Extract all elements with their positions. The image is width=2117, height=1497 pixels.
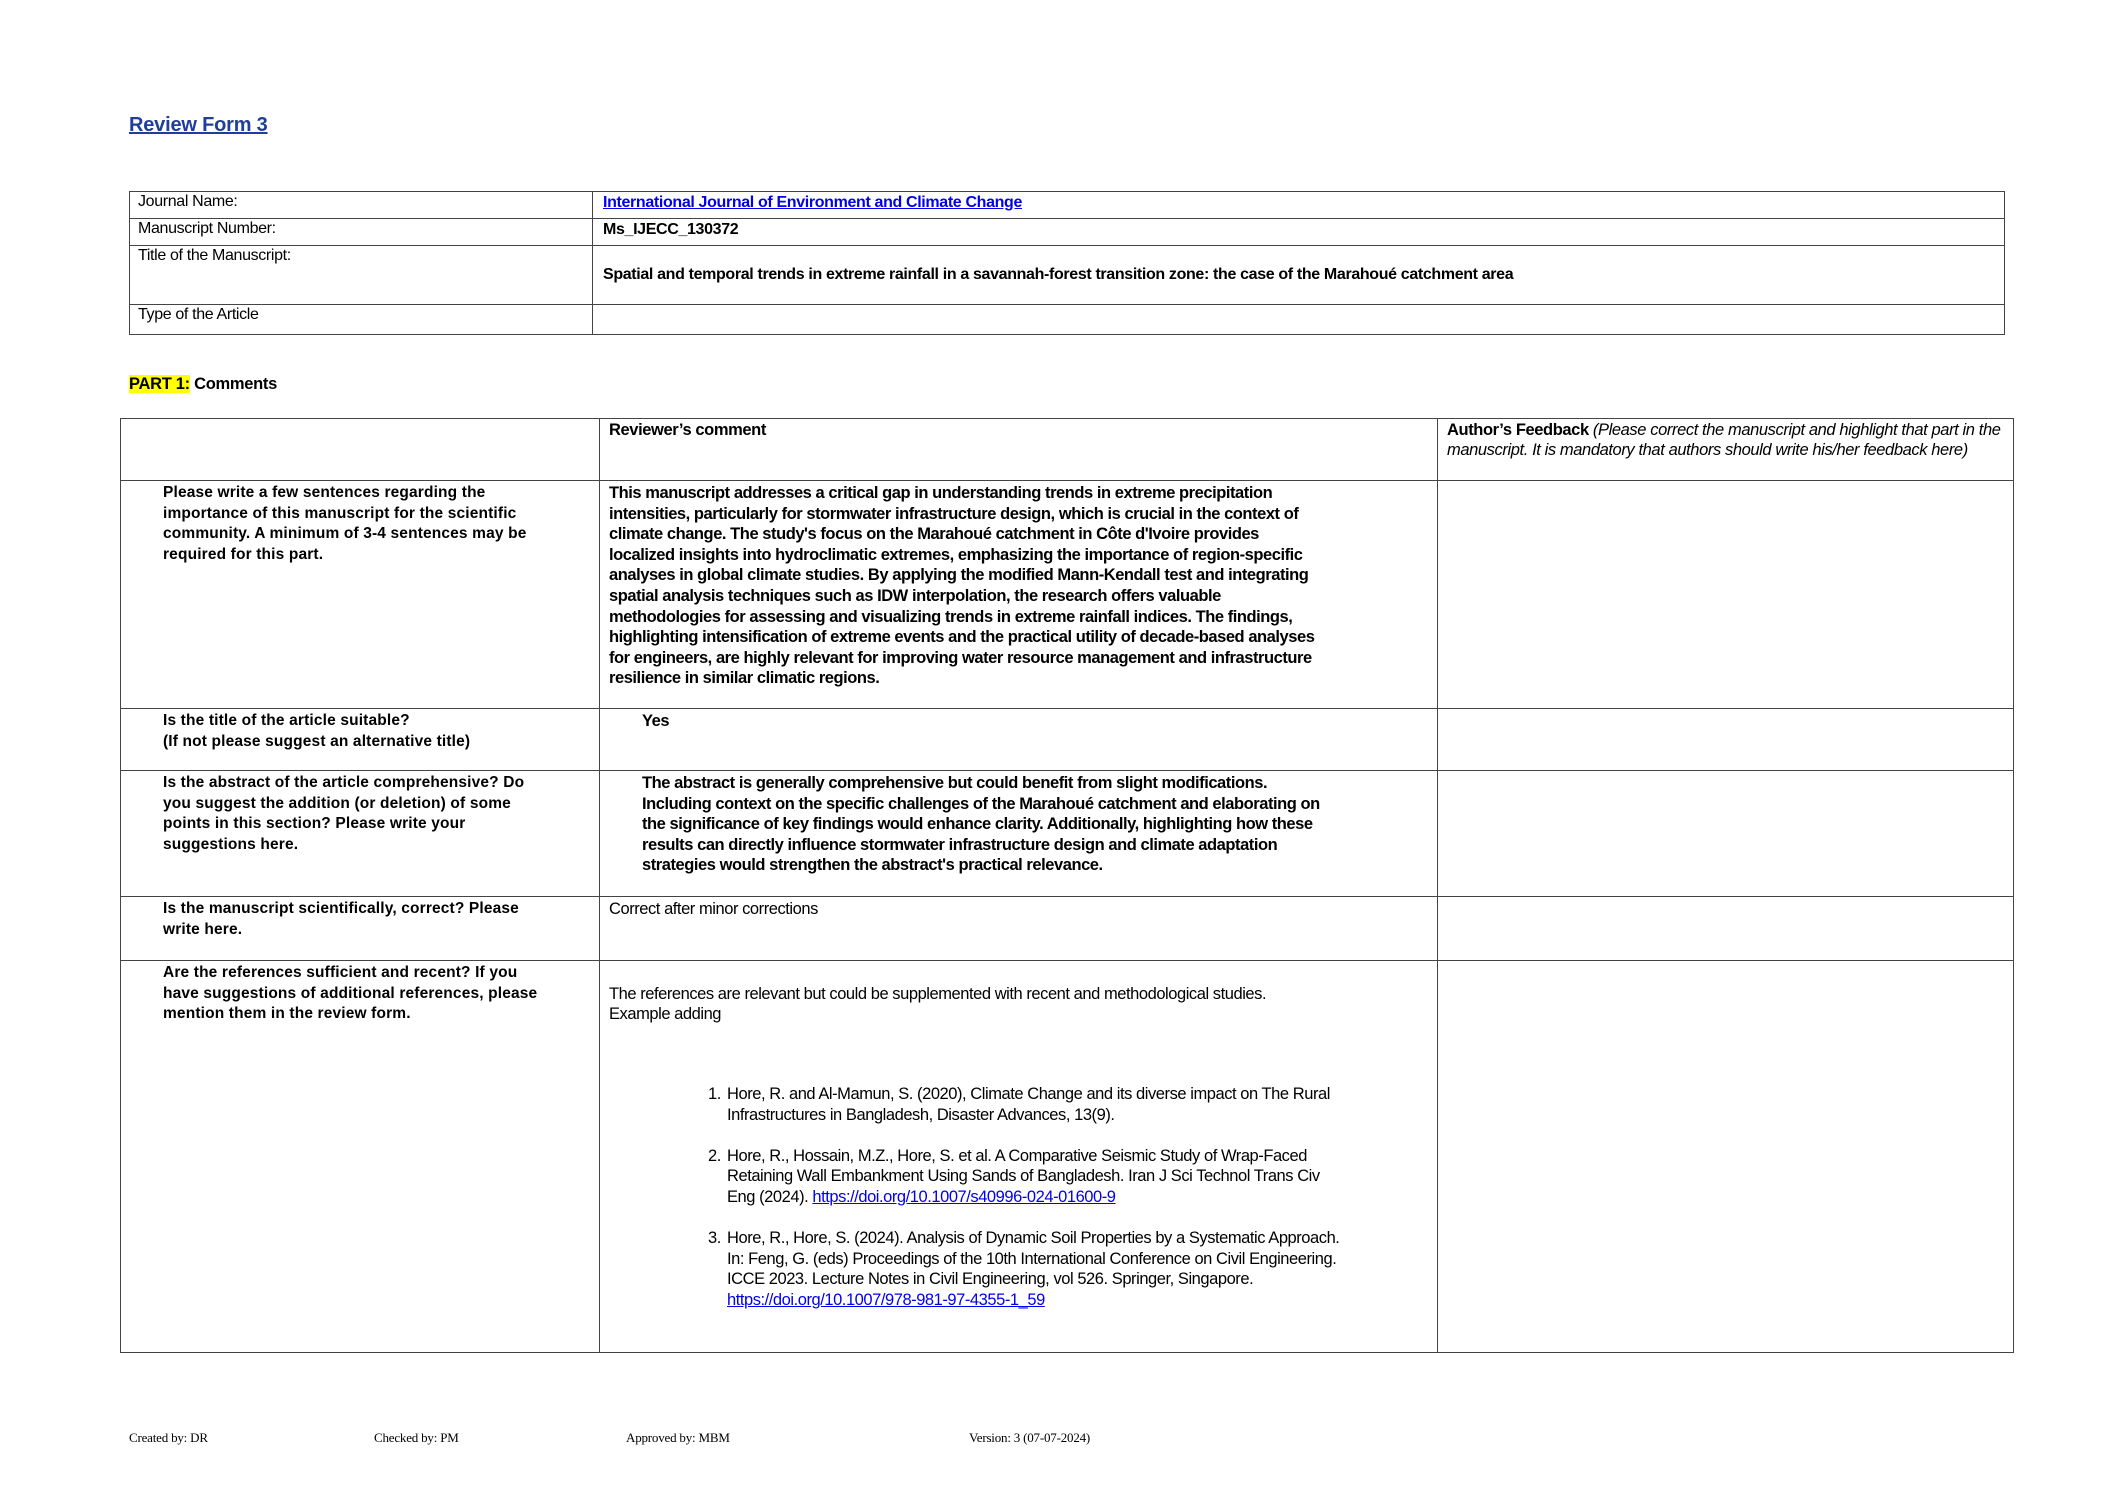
author-feedback-instructions: (Please correct the manuscript and highlight that part in the manuscript. It is mandatory that authors should write his/her feedback here): [1447, 421, 2001, 459]
question-importance: Please write a few sentences regarding the importance of this manuscript for the scientific community. A minimum of 3-4 sentences may be required for this part.: [121, 481, 600, 709]
author-feedback-title: Author’s Feedback: [1447, 421, 1589, 439]
comment-abstract: The abstract is generally comprehensive but could benefit from slight modifications. Including context on the specific challenges of the Marahoué catchment and elaborating on the significance of key findings would enhance clarity. Additionally, highlighting how these results can directly influence stormwater infrastructure design and climate adaptation strategies would strengthen the abstract's practical relevance.: [600, 771, 1438, 897]
manuscript-number-value: Ms_IJECC_130372: [593, 219, 2005, 246]
part-1-heading: [129, 375, 277, 394]
reference-doi-link[interactable]: https://doi.org/10.1007/978-981-97-4355-1_59: [727, 1290, 1045, 1309]
header-empty-cell: [121, 419, 600, 481]
article-type-label: Type of the Article: [130, 305, 593, 335]
footer-checked-by: Checked by: PM: [374, 1430, 459, 1445]
info-row-manuscript-number: [130, 219, 2005, 246]
info-row-title: [130, 246, 2005, 305]
author-feedback-header: [1438, 419, 2014, 481]
footer-approved-by: Approved by: MBM: [626, 1430, 730, 1445]
article-type-value: [593, 305, 2005, 335]
question-scientific: Is the manuscript scientifically, correct? Please write here.: [121, 897, 600, 961]
form-title[interactable]: Review Form 3: [129, 114, 268, 136]
comments-header-row: [121, 419, 2014, 481]
reference-item: [725, 1084, 1431, 1125]
question-title: Is the title of the article suitable? (If not please suggest an alternative title): [121, 709, 600, 771]
comment-references: The references are relevant but could be supplemented with recent and methodological studies. Example adding: [609, 984, 1267, 1024]
manuscript-number-label: Manuscript Number:: [130, 219, 593, 246]
manuscript-title-label: Title of the Manuscript:: [130, 246, 593, 305]
comment-scientific: Correct after minor corrections: [600, 897, 1438, 961]
part-number-highlight: PART 1:: [129, 375, 190, 393]
reviewer-comment-header: Reviewer’s comment: [600, 419, 1438, 481]
journal-name-label: Journal Name:: [130, 192, 593, 219]
comments-table: [120, 418, 2014, 1353]
manuscript-info-table: [129, 191, 2005, 335]
feedback-cell[interactable]: [1438, 771, 2014, 897]
comment-importance: This manuscript addresses a critical gap in understanding trends in extreme precipitation intensities, particularly for stormwater infrastructure design, which is crucial in the context of climate change. The study's focus on the Marahoué catchment in Côte d'Ivoire provides localized insights into hydroclimatic extremes, emphasizing the importance of region-specific analyses in global climate studies. By applying the modified Mann-Kendall test and integrating spatial analysis techniques such as IDW interpolation, the research offers valuable methodologies for assessing and visualizing trends in extreme rainfall indices. The findings, highlighting intensification of extreme events and the practical utility of decade-based analyses for engineers, are highly relevant for improving water resource management and infrastructure resilience in similar climatic regions.: [600, 481, 1438, 709]
reference-list: [609, 1063, 1431, 1331]
comment-references-cell: [600, 961, 1438, 1353]
footer-created-by: Created by: DR: [129, 1430, 208, 1445]
feedback-cell[interactable]: [1438, 481, 2014, 709]
table-row: [121, 771, 2014, 897]
table-row: [121, 961, 2014, 1353]
info-row-journal: [130, 192, 2005, 219]
table-row: [121, 481, 2014, 709]
feedback-cell[interactable]: [1438, 709, 2014, 771]
reference-text: Hore, R., Hore, S. (2024). Analysis of Dynamic Soil Properties by a Systematic Approach. In: Feng, G. (eds) Proceedings of the 10th International Conference on Civil Engineering. ICCE 2023. Lecture Notes in Civil Engineering, vol 526. Springer, Singapore.: [727, 1229, 1340, 1289]
reference-doi-link[interactable]: https://doi.org/10.1007/s40996-024-01600-9: [812, 1187, 1116, 1206]
feedback-cell[interactable]: [1438, 961, 2014, 1353]
part-title: Comments: [189, 375, 278, 393]
info-row-type: [130, 305, 2005, 335]
reference-text: Hore, R. and Al-Mamun, S. (2020), Climate Change and its diverse impact on The Rural Infrastructures in Bangladesh, Disaster Advances, 13(9).: [727, 1084, 1330, 1124]
question-abstract: Is the abstract of the article comprehensive? Do you suggest the addition (or deletion) of some points in this section? Please write your suggestions here.: [121, 771, 600, 897]
manuscript-title-value: Spatial and temporal trends in extreme rainfall in a savannah-forest transition zone: the case of the Marahoué catchment area: [593, 246, 2005, 305]
reference-item: [725, 1146, 1431, 1208]
comment-title: Yes: [600, 709, 1438, 771]
reference-text: Hore, R., Hossain, M.Z., Hore, S. et al. A Comparative Seismic Study of Wrap-Faced Retaining Wall Embankment Using Sands of Bangladesh. Iran J Sci Technol Trans Civ Eng (2024).: [727, 1146, 1320, 1206]
table-row: [121, 897, 2014, 961]
reference-item: [725, 1228, 1431, 1310]
feedback-cell[interactable]: [1438, 897, 2014, 961]
question-references: Are the references sufficient and recent? If you have suggestions of additional references, please mention them in the review form.: [121, 961, 600, 1353]
footer-version: Version: 3 (07-07-2024): [969, 1430, 1091, 1445]
journal-name-link[interactable]: International Journal of Environment and Climate Change: [603, 194, 1023, 211]
table-row: [121, 709, 2014, 771]
